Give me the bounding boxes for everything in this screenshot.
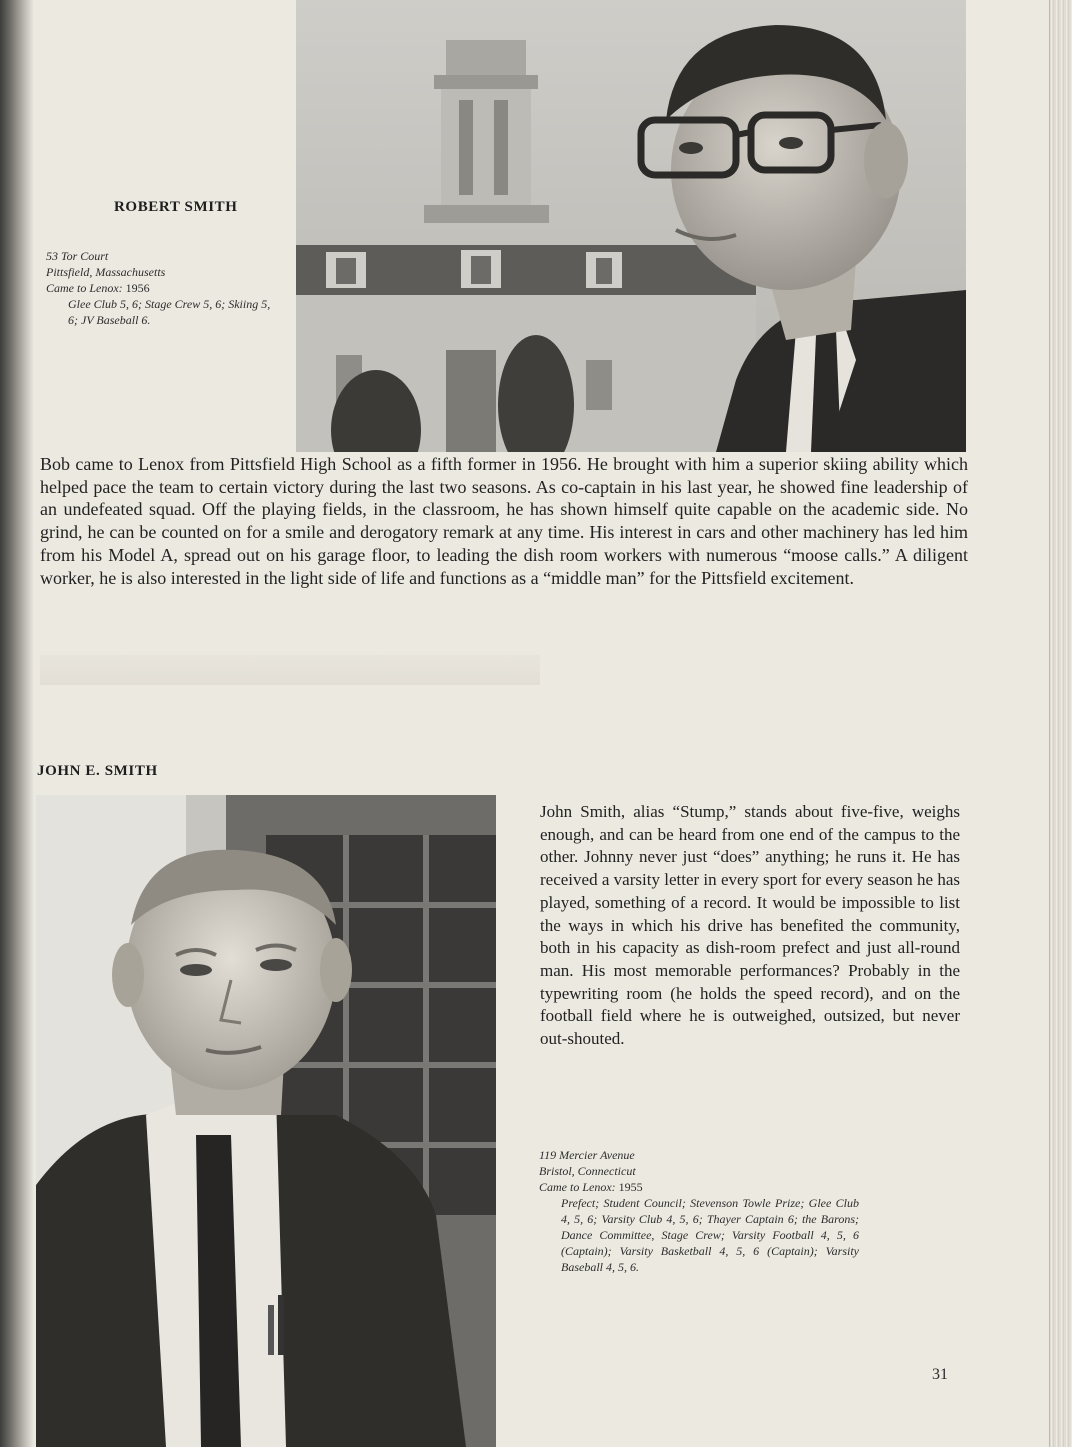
activities-list: Prefect; Student Council; Stevenson Towle Prize; Glee Club 4, 5, 6; Varsity Club 4, 5, 6; Thayer Captain 6; the Barons; Dance Committee, Stage Crew; Varsity Football 4, 5, 6 (Captain); Varsity Basketball 4, 5, 6 (Captain); Varsity Baseball 4, 5, 6. <box>561 1196 859 1274</box>
page-edge <box>1049 0 1072 1447</box>
address-city: Pittsfield, Massachusetts <box>46 265 166 279</box>
john-smith-photo <box>36 795 496 1447</box>
address-street: 53 Tor Court <box>46 249 109 263</box>
student-name: ROBERT SMITH <box>114 199 238 215</box>
address-city: Bristol, Connecticut <box>539 1164 636 1178</box>
student-bio: Bob came to Lenox from Pittsfield High School as a fifth former in 1956. He brought with him a superior skiing ability which helped pace the team to certain victory during the last two seasons. As co-captain in his last year, he showed fine leadership of an undefeated squad. Off the playing fields, in the classroom, he has shown himself quite capable on the academic side. No grind, he can be counted on for a smile and derogatory remark at any time. His interest in cars and other machinery has led him from his Model A, spread out on his garage floor, to leading the dish room workers with numerous “moose calls.” A diligent worker, he is also interested in the light side of life and functions as a “middle man” for the Pittsfield excitement. <box>40 454 968 588</box>
bleed-through <box>40 655 540 685</box>
address-street: 119 Mercier Avenue <box>539 1148 635 1162</box>
robert-smith-photo <box>296 0 966 452</box>
student-bio: John Smith, alias “Stump,” stands about five-five, weighs enough, and can be heard from one end of the campus to the other. Johnny never just “does” anything; he runs it. He has received a varsity letter in every sport for every season he has played, something of a record. It would be impossible to list the ways in which his drive has benefited the community, both in his capacity as dish-room prefect and just all-round man. His most memorable performances? Probably in the typewriting room (he holds the speed record), and on the football field where he is outweighed, outsized, but never out-shouted. <box>540 802 960 1049</box>
student-name: JOHN E. SMITH <box>37 763 158 779</box>
student-details <box>46 248 282 328</box>
came-year: 1956 <box>125 281 150 295</box>
came-year: 1955 <box>618 1180 643 1194</box>
activities-list: Glee Club 5, 6; Stage Crew 5, 6; Skiing 5, 6; JV Baseball 6. <box>68 297 271 327</box>
came-to-lenox <box>539 1179 879 1195</box>
came-label: Came to Lenox: <box>539 1180 616 1194</box>
came-label: Came to Lenox: <box>46 281 123 295</box>
came-to-lenox <box>46 280 282 296</box>
binding-gutter <box>0 0 34 1447</box>
page-number: 31 <box>932 1366 948 1383</box>
student-details <box>539 1147 879 1275</box>
